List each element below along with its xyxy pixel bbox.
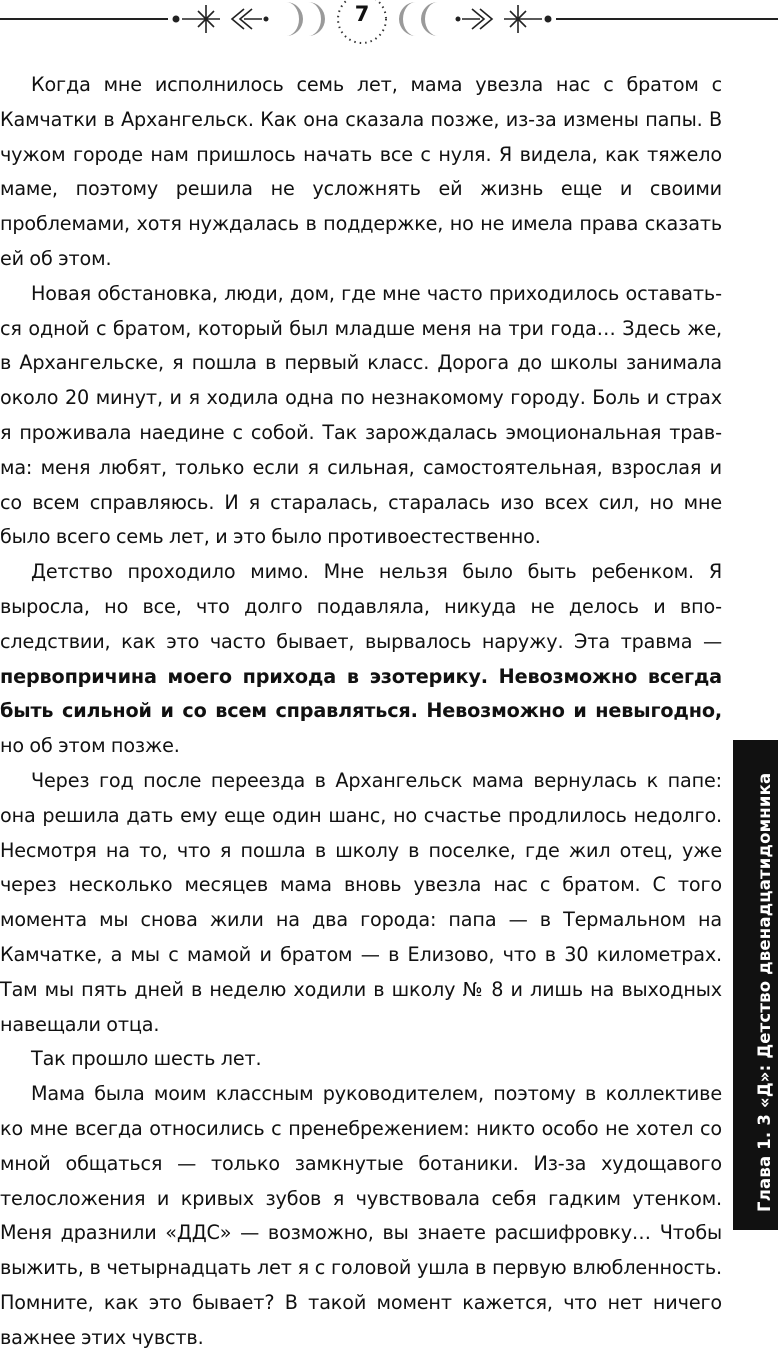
paragraph: Так прошло шесть лет. [31,1047,262,1071]
paragraph: Новая обстановка, люди, дом, где мне часто приходилось оставаться одной с братом, который был младше меня на три года… Здесь же, в Архангельске, я пошла в первый класс. Дорога до школы занимала около 20 минут, и я ходила одна по незнакомому городу. Боль и страх я проживала наедине с собой. Так зарождалась эмоциональная травма: меня любят, только если я сильная, самостоятельная, взрослая и со всем справляюсь. И я старалась, старалась изо всех сил, но мне было всего семь лет, и это было противоестественно. [0,281,722,549]
paragraph: Через год после переезда в Архангельск мама вернулась к папе: она решила дать ему еще один шанс, но счастье продлилось недолго. Несмотря на то, что я пошла в школу в поселке, где жил отец, уже через несколько месяцев мама вновь увезла нас с братом. С того момента мы снова жили на два города: папа — в Термальном на Камчатке, а мы с мамой и братом — в Елизово, что в 30 километрах. Там мы пять дней в неделю ходили в школу № 8 и лишь на выходных навещали отца. [0,768,722,1036]
paragraph-text: Детство проходило мимо. Мне нельзя было быть ребенком. Я выросла, но все, что долго подавляла, никуда не делось и впоследствии, как это часто бывает, вырвалось наружу. Эта травма — [0,560,722,653]
paragraph-text: но об этом позже. [0,734,180,758]
body-text [0,68,722,1355]
emphasized-text: первопричина моего прихода в эзотерику. Невозможно всегда быть сильной и со всем справляться. Невозможно и невыгодно, [0,664,722,723]
page-header [0,0,778,46]
ornament-divider [0,0,778,46]
paragraph [0,555,722,764]
page-number: 7 [354,2,370,26]
paragraph: Мама была моим классным руководителем, поэтому в коллективе ко мне всегда относились с пренебрежением: никто особо не хотел со мной общаться — только замкнутые ботаники. Из-за худощавого телосложения и кривых зубов я чувствовала себя гадким утенком. Меня дразнили «ДДС» — возможно, вы знаете расшифровку… Чтобы выжить, в четырнадцать лет я с головой ушла в первую влюбленность. Помните, как это бывает? В такой момент кажется, что нет ничего важнее этих чувств. [0,1082,722,1349]
chapter-running-head: Глава 1. 3 «Д»: Детство двенадцатидомника [755,772,774,1212]
paragraph: Когда мне исполнилось семь лет, мама увезла нас с братом с Камчатки в Архангельск. Как она сказала позже, из-за измены папы. В чужом городе нам пришлось начать все с нуля. Я видела, как тяжело маме, поэтому решила не усложнять ей жизнь еще и своими проблемами, хотя нуждалась в поддержке, но не имела права сказать ей об этом. [0,73,722,270]
